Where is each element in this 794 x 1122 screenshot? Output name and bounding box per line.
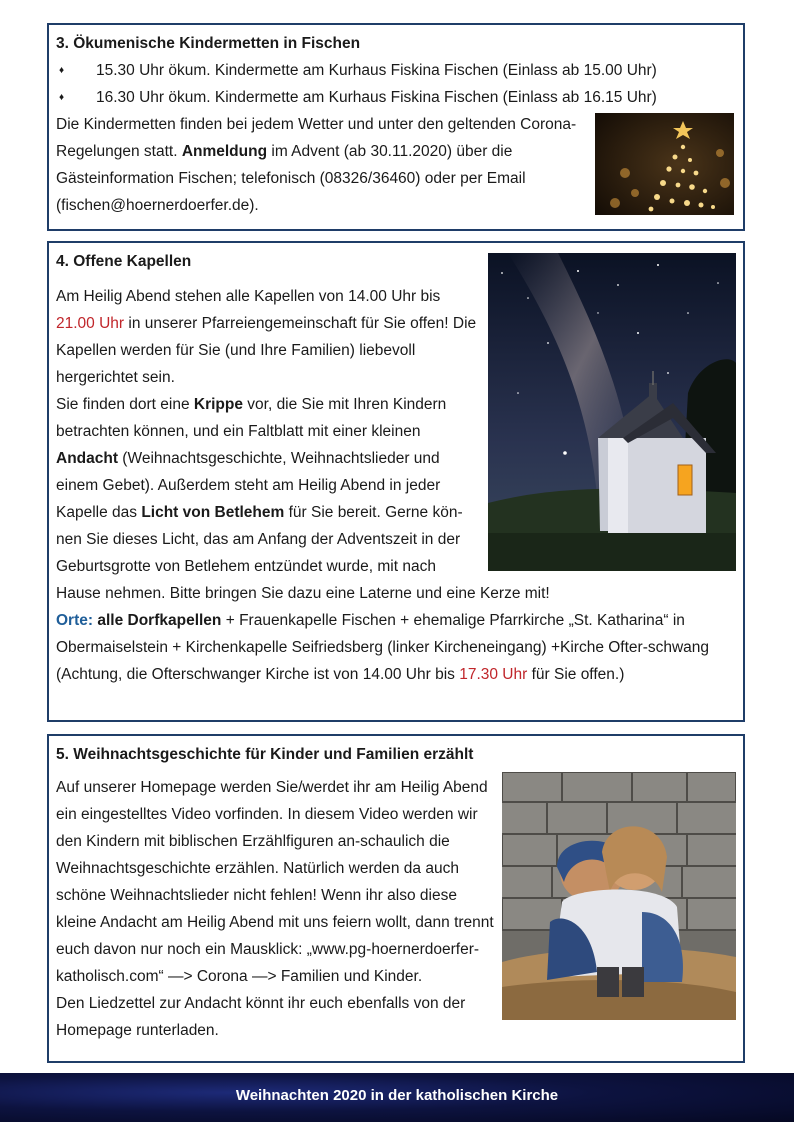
bullet-item: ♦ 16.30 Uhr ökum. Kindermette am Kurhaus Fiskina Fischen (Einlass ab 16.15 Uhr) <box>56 84 736 111</box>
chapel-night-image <box>488 253 736 571</box>
section-offene-kapellen <box>47 241 745 722</box>
diamond-bullet-icon: ♦ <box>59 65 65 76</box>
section-kindermetten <box>47 23 745 231</box>
bullet-item: ♦ 15.30 Uhr ökum. Kindermette am Kurhaus Fiskina Fischen (Einlass ab 15.00 Uhr) <box>56 57 736 84</box>
christmas-tree-image <box>595 113 734 215</box>
nativity-figures-image <box>502 772 736 1020</box>
page-footer <box>0 1073 794 1122</box>
section4-heading: 4. Offene Kapellen <box>56 253 192 270</box>
section4-locations: Orte: alle Dorfkapellen + Frauenkapelle Fischen + ehemalige Pfarrkirche „St. Katharina“ in Obermaiselstein + Kirchenkapelle Seifriedsberg (linker Kircheneingang) +Kirche Ofter-schwang (Achtung, die Ofterschwanger Kirche ist von 14.00 Uhr bis 17.30 Uhr für Sie offen.) <box>56 612 710 683</box>
section4-paragraph: Am Heilig Abend stehen alle Kapellen von 14.00 Uhr bis 21.00 Uhr in unserer Pfarreiengemeinschaft für Sie offen! Die Kapellen werden für Sie (und Ihre Familien) liebevoll hergerichtet sein. Sie finden dort eine Krippe vor, die Sie mit Ihren Kindern betrachten können, und ein Faltblatt mit einer kleinen Andacht (Weihnachtsgeschichte, Weihnachtslieder und einem Gebet). Außerdem steht am Heilig Abend in jeder Kapelle das Licht von Betlehem für Sie bereit. Gerne kön-nen Sie dieses Licht, das am Anfang der Adventszeit in der Geburtsgrotte von Betlehem entzündet wurde, mit nach Hause nehmen. Bitte bringen Sie dazu eine Laterne und eine Kerze mit! <box>56 288 550 602</box>
section3-paragraph: Die Kindermetten finden bei jedem Wetter und unter den geltenden Corona-Regelungen statt. Anmeldung im Advent (ab 30.11.2020) über die Gästeinformation Fischen; telefonisch (08326/36460) oder per Email (fischen@hoernerdoerfer.de). <box>56 116 577 214</box>
diamond-bullet-icon: ♦ <box>59 92 65 103</box>
section5-paragraph: Auf unserer Homepage werden Sie/werdet ihr am Heilig Abend ein eingestelltes Video vorfinden. In diesem Video werden wir den Kindern mit biblischen Erzählfiguren an-schaulich die Weihnachtsgeschichte erzählen. Natürlich werden da auch schöne Weihnachtslieder nicht fehlen! Wenn ihr also diese kleine Andacht am Heilig Abend mit uns feiern wollt, dann trennt euch davon nur noch ein Mausklick: „www.pg-hoernerdoerfer-katholisch.com“ —> Corona —> Familien und Kinder. <box>56 779 494 985</box>
footer-title: Weihnachten 2020 in der katholischen Kirche <box>235 1087 559 1104</box>
section3-heading: 3. Ökumenische Kindermetten in Fischen <box>56 35 361 52</box>
section5-download-note: Den Liedzettel zur Andacht könnt ihr euch ebenfalls von der Homepage runterladen. <box>56 995 466 1039</box>
section-weihnachtsgeschichte <box>47 734 745 1063</box>
section5-heading: 5. Weihnachtsgeschichte für Kinder und Familien erzählt <box>56 746 474 763</box>
